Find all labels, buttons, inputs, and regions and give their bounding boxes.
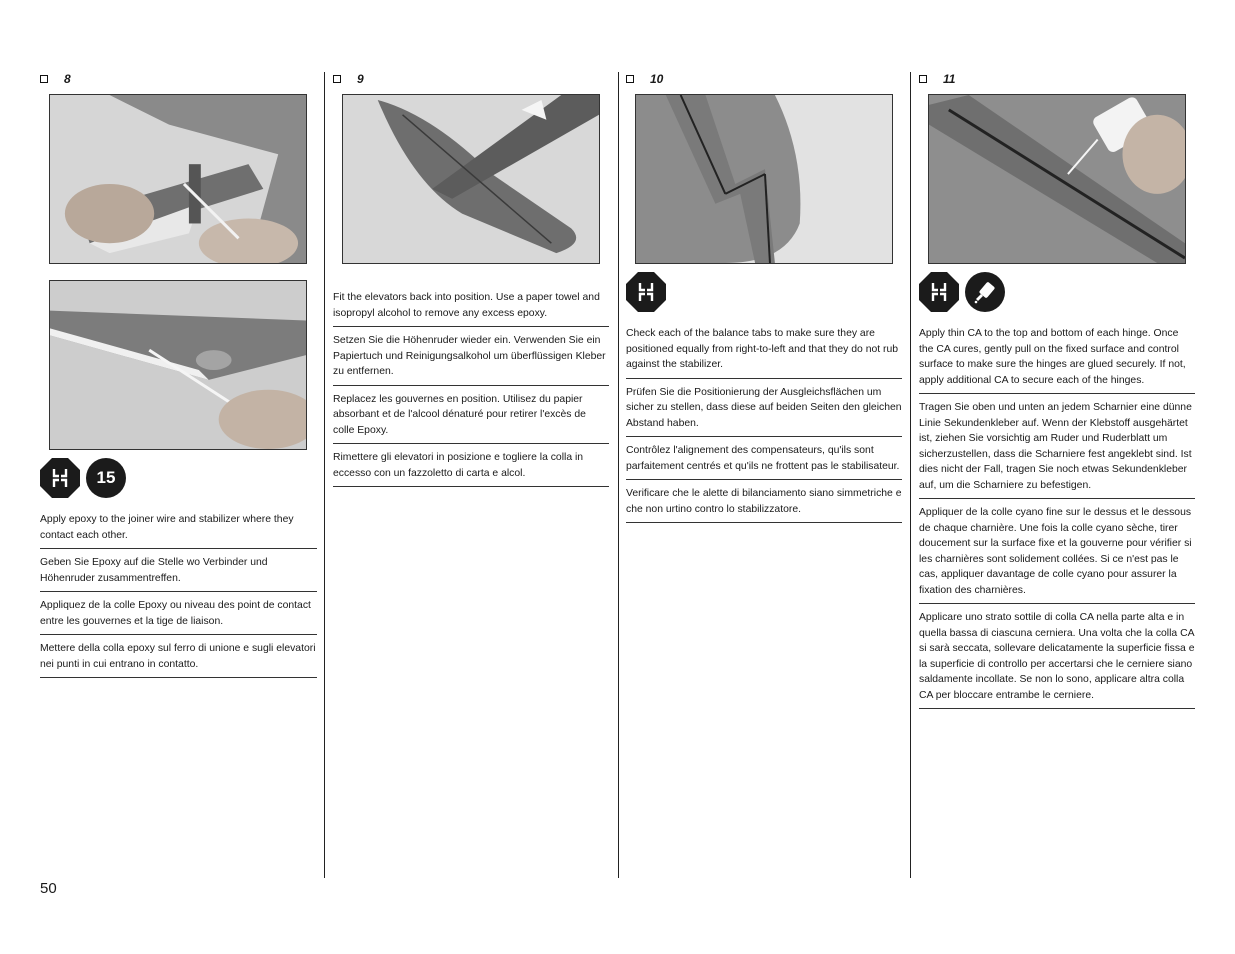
step-header [919, 70, 1197, 88]
instruction-en: Apply thin CA to the top and bottom of each hinge. Once the CA cures, gently pull on the fixed surface and control surface to make sure the hinges are glued securely. If not, apply additional CA to secure each of the hinges. [919, 326, 1195, 394]
step-8-photo-bottom [49, 280, 307, 450]
instruction-fr: Appliquez de la colle Epoxy ou niveau des point de contact entre les gouvernes et la tige de liaison. [40, 592, 317, 635]
timer-label: 15 [96, 468, 116, 487]
column-divider [324, 72, 325, 878]
step-9-photo [342, 94, 600, 264]
step-checkbox[interactable] [919, 75, 927, 83]
step-checkbox[interactable] [40, 75, 48, 83]
step-11-instructions [919, 326, 1195, 709]
instruction-en: Apply epoxy to the joiner wire and stabilizer where they contact each other. [40, 512, 317, 549]
instruction-it: Rimettere gli elevatori in posizione e togliere la colla in eccesso con un fazzoletto di carta e alcol. [333, 444, 609, 487]
step-8-photo-top [49, 94, 307, 264]
step-header [626, 70, 904, 88]
step-8-instructions [40, 512, 317, 678]
step-checkbox[interactable] [626, 75, 634, 83]
step-number: 10 [650, 72, 664, 86]
ca-glue-icon [965, 272, 1005, 312]
instruction-en: Fit the elevators back into position. Use a paper towel and isopropyl alcohol to remove any excess epoxy. [333, 290, 609, 327]
step-10-photo [635, 94, 893, 264]
step-10-instructions [626, 326, 902, 523]
step-number: 8 [64, 72, 71, 86]
joiner-icon [626, 272, 666, 312]
page-number: 50 [40, 880, 57, 897]
instruction-it: Applicare uno strato sottile di colla CA nella parte alta e in quella bassa di ciascuna cerniera. Una volta che la colla CA si sarà seccata, sollevare delicatamente la superficie fissa e la superficie di controllo per accertarsi che le cerniere siano saldamente incollate. Se non lo sono, applicare altra colla CA per bloccare entrambe le cerniere. [919, 604, 1195, 709]
timer-15-icon [86, 458, 126, 498]
instruction-fr: Appliquer de la colle cyano fine sur le dessus et le dessous de chaque charnière. Une fois la colle cyano sèche, tirer doucement sur la surface fixe et la gouverne pour vérifier si les charnières sont solidement collées. Si ce n'est pas le cas, appliquer davantage de colle cyano pour assurer la fixation des charnières. [919, 499, 1195, 604]
joiner-icon [40, 458, 80, 498]
step-8-icons [40, 458, 126, 498]
instruction-it: Mettere della colla epoxy sul ferro di unione e sugli elevatori nei punti in cui entrano in contatto. [40, 635, 317, 678]
step-8-column [40, 70, 318, 88]
step-checkbox[interactable] [333, 75, 341, 83]
step-header [40, 70, 318, 88]
instruction-fr: Replacez les gouvernes en position. Utilisez du papier absorbant et de l'alcool dénaturé pour retirer l'excès de colle Epoxy. [333, 386, 609, 445]
instruction-fr: Contrôlez l'alignement des compensateurs, qu'ils sont parfaitement centrés et qu'ils ne frottent pas le stabilisateur. [626, 437, 902, 480]
step-9-instructions [333, 290, 609, 487]
column-divider [618, 72, 619, 878]
step-header [333, 70, 611, 88]
column-divider [910, 72, 911, 878]
step-number: 9 [357, 72, 364, 86]
step-11-photo [928, 94, 1186, 264]
instruction-de: Setzen Sie die Höhenruder wieder ein. Verwenden Sie ein Papiertuch und Reinigungsalkohol um überflüssigen Kleber zu entfernen. [333, 327, 609, 386]
step-10-icons [626, 272, 666, 312]
step-11-icons [919, 272, 1005, 312]
step-number: 11 [943, 72, 956, 86]
instruction-de: Geben Sie Epoxy auf die Stelle wo Verbinder und Höhenruder zusammentreffen. [40, 549, 317, 592]
instruction-it: Verificare che le alette di bilanciamento siano simmetriche e che non urtino contro lo stabilizzatore. [626, 480, 902, 523]
step-9-column [333, 70, 611, 88]
instruction-de: Tragen Sie oben und unten an jedem Scharnier eine dünne Linie Sekundenkleber auf. Wenn der Klebstoff ausgehärtet ist, ziehen Sie vorsichtig am Ruder und Ruderblatt um sicherzustellen, dass die Scharniere fest angeklebt sind. Ist dies nicht der Fall, tragen Sie noch etwas Sekundenkleber auf, um die Scharniere zu befestigen. [919, 394, 1195, 499]
instruction-en: Check each of the balance tabs to make sure they are positioned equally from right-to-left and that they do not rub against the stabilizer. [626, 326, 902, 379]
instruction-de: Prüfen Sie die Positionierung der Ausgleichsflächen um sicher zu stellen, dass diese auf beiden Seiten den gleichen Abstand haben. [626, 379, 902, 438]
joiner-icon [919, 272, 959, 312]
step-10-column [626, 70, 904, 88]
step-11-column [919, 70, 1197, 88]
